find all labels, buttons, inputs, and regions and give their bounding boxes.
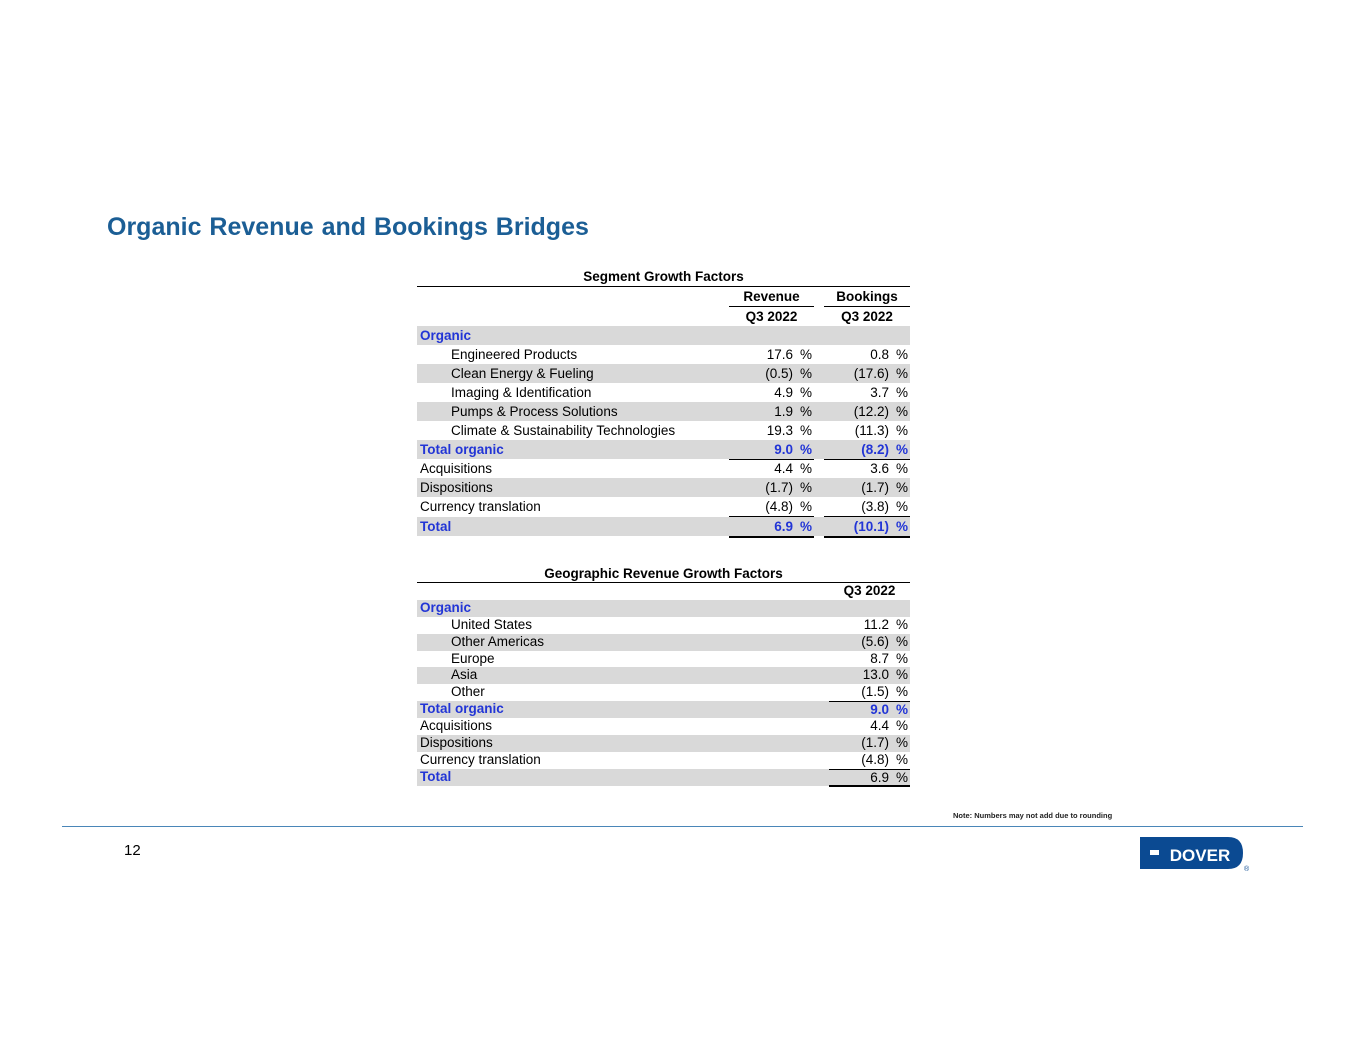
- table-caption: Segment Growth Factors: [417, 268, 910, 287]
- bookings-value: (8.2): [861, 442, 889, 457]
- percent-sign: %: [799, 366, 812, 381]
- row-label: Engineered Products: [451, 347, 578, 362]
- row-label: Dispositions: [420, 735, 493, 751]
- footer-divider: [62, 826, 1303, 827]
- revenue-value: 4.9: [774, 385, 793, 400]
- geographic-growth-table: [417, 565, 910, 786]
- bookings-value: (1.7): [861, 480, 889, 495]
- bookings-value: 3.6: [870, 461, 889, 476]
- percent-sign: %: [799, 385, 812, 400]
- percent-sign: %: [799, 423, 812, 438]
- organic-label: Organic: [420, 328, 472, 343]
- percent-sign: %: [895, 442, 908, 457]
- row-label: Other: [451, 684, 485, 700]
- percent-sign: %: [895, 480, 908, 495]
- row-label: Acquisitions: [420, 461, 493, 476]
- revenue-value: 9.0: [774, 442, 793, 457]
- percent-sign: %: [799, 519, 812, 534]
- row-label: Currency translation: [420, 751, 541, 767]
- period-header-row: [417, 307, 910, 326]
- total-organic-row: [417, 440, 910, 459]
- page-number: 12: [124, 842, 141, 859]
- currency-row: [417, 497, 910, 516]
- percent-sign: %: [895, 650, 908, 666]
- row-label: Total: [420, 519, 452, 534]
- table-row: [417, 383, 910, 402]
- total-organic-row: [417, 701, 910, 718]
- revenue-value: 4.4: [774, 461, 793, 476]
- percent-sign: %: [895, 769, 908, 785]
- table-row: [417, 617, 910, 634]
- revenue-value: (0.5): [765, 366, 793, 381]
- currency-row: [417, 752, 910, 769]
- page-title: Organic Revenue and Bookings Bridges: [107, 213, 589, 241]
- row-label: Asia: [451, 667, 478, 683]
- acquisitions-row: [417, 718, 910, 735]
- dispositions-row: [417, 478, 910, 497]
- row-label: Acquisitions: [420, 718, 493, 734]
- percent-sign: %: [895, 684, 908, 700]
- revenue-value: 1.9: [774, 404, 793, 419]
- table-row: [417, 667, 910, 684]
- bookings-value: (10.1): [853, 519, 889, 534]
- table-row: [417, 684, 910, 701]
- table-row: [417, 364, 910, 383]
- bookings-value: 3.7: [870, 385, 889, 400]
- row-label: Europe: [451, 650, 495, 666]
- total-row: [417, 517, 910, 536]
- percent-sign: %: [895, 633, 908, 649]
- value: 4.4: [870, 718, 889, 734]
- percent-sign: %: [799, 461, 812, 476]
- revenue-value: (1.7): [765, 480, 793, 495]
- row-label: Pumps & Process Solutions: [451, 404, 618, 419]
- row-label: Total: [420, 768, 452, 784]
- percent-sign: %: [895, 499, 908, 514]
- logo-wordmark: DOVER: [1169, 846, 1231, 865]
- row-label: Climate & Sustainability Technologies: [451, 423, 676, 438]
- row-label: Dispositions: [420, 480, 493, 495]
- percent-sign: %: [895, 385, 908, 400]
- total-row: [417, 769, 910, 786]
- period-header: Q3 2022: [829, 583, 910, 601]
- table-row: [417, 634, 910, 651]
- organic-section-row: [417, 326, 910, 345]
- percent-sign: %: [799, 347, 812, 362]
- percent-sign: %: [895, 423, 908, 438]
- value: 11.2: [863, 616, 889, 632]
- bookings-value: (3.8): [861, 499, 889, 514]
- bookings-period: Q3 2022: [824, 307, 910, 327]
- revenue-value: (4.8): [765, 499, 793, 514]
- value: (1.7): [861, 735, 889, 751]
- percent-sign: %: [799, 480, 812, 495]
- table-caption: Geographic Revenue Growth Factors: [417, 565, 910, 583]
- revenue-value: 19.3: [766, 423, 793, 438]
- column-header-row: [417, 287, 910, 307]
- row-label: Currency translation: [420, 499, 541, 514]
- table-row: [417, 345, 910, 364]
- bookings-value: (17.6): [853, 366, 889, 381]
- revenue-period: Q3 2022: [729, 307, 814, 327]
- organic-label: Organic: [420, 599, 472, 615]
- value: (1.5): [861, 684, 889, 700]
- percent-sign: %: [895, 519, 908, 534]
- row-label: Other Americas: [451, 633, 545, 649]
- revenue-value: 17.6: [766, 347, 793, 362]
- segment-growth-table: [417, 268, 910, 536]
- value: 9.0: [870, 702, 889, 718]
- percent-sign: %: [895, 461, 908, 476]
- percent-sign: %: [895, 616, 908, 632]
- row-label: Clean Energy & Fueling: [451, 366, 594, 381]
- percent-sign: %: [799, 499, 812, 514]
- acquisitions-row: [417, 459, 910, 478]
- period-header-row: [417, 583, 910, 600]
- dispositions-row: [417, 735, 910, 752]
- bookings-value: (12.2): [853, 404, 889, 419]
- revenue-value: 6.9: [774, 519, 793, 534]
- table-row: [417, 421, 910, 440]
- value: 6.9: [870, 769, 889, 785]
- table-row: [417, 651, 910, 668]
- percent-sign: %: [799, 404, 812, 419]
- percent-sign: %: [895, 735, 908, 751]
- organic-section-row: [417, 600, 910, 617]
- percent-sign: %: [895, 404, 908, 419]
- bookings-value: (11.3): [854, 423, 889, 438]
- percent-sign: %: [799, 442, 812, 457]
- row-label: Total organic: [420, 442, 504, 457]
- bookings-header: Bookings: [824, 287, 910, 307]
- value: 8.7: [870, 650, 889, 666]
- row-label: United States: [451, 616, 533, 632]
- value: (4.8): [861, 751, 889, 767]
- percent-sign: %: [895, 366, 908, 381]
- table-row: [417, 402, 910, 421]
- value: 13.0: [862, 667, 889, 683]
- rounding-note: Note: Numbers may not add due to rounding: [953, 811, 1113, 820]
- percent-sign: %: [895, 702, 908, 718]
- registered-mark: ®: [1244, 866, 1250, 873]
- percent-sign: %: [895, 751, 908, 767]
- value: (5.6): [861, 633, 889, 649]
- percent-sign: %: [895, 718, 908, 734]
- revenue-header: Revenue: [729, 287, 814, 307]
- dover-logo: [1140, 835, 1250, 873]
- bookings-value: 0.8: [870, 347, 889, 362]
- percent-sign: %: [895, 347, 908, 362]
- row-label: Imaging & Identification: [451, 385, 592, 400]
- row-label: Total organic: [420, 701, 504, 717]
- percent-sign: %: [895, 667, 908, 683]
